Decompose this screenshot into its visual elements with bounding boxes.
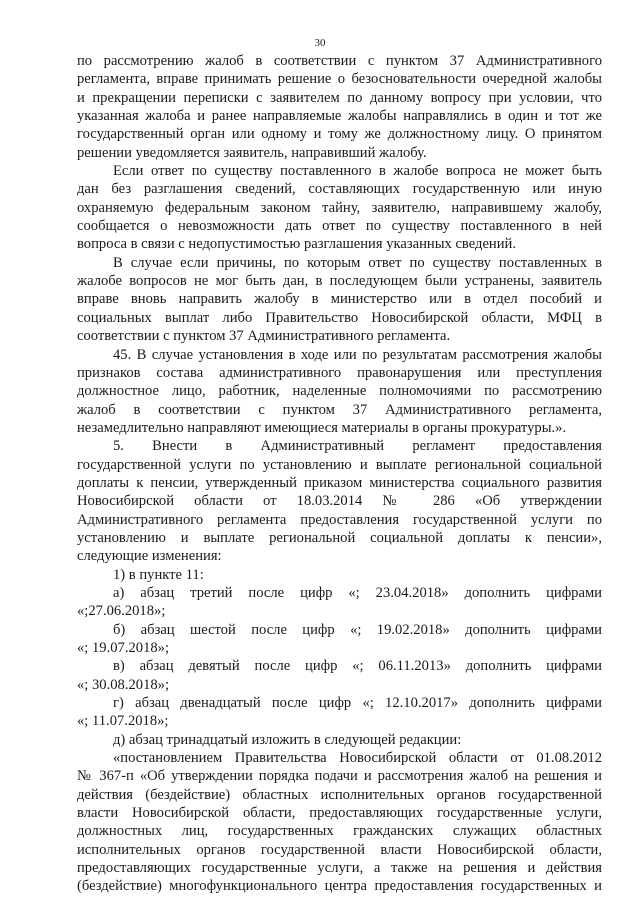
text-line: «; 19.07.2018»;	[77, 640, 170, 656]
text-line: вопроса в связи с недопустимостью разглашения указанных сведений.	[77, 236, 517, 253]
text-line: должностных лиц, государственных гражданских служащих областных	[77, 823, 602, 840]
text-line: охраняемую федеральным законом тайну, заявителю, направившему жалобу,	[77, 199, 602, 216]
text-line: государственный орган или одному и тому же должностному лицу. О принятом	[77, 126, 602, 143]
text-line: незамедлительно направляют имеющиеся материалы в органы прокуратуры.».	[77, 419, 567, 436]
text-line: «постановлением Правительства Новосибирской области от 01.08.2012	[113, 750, 602, 767]
text-line: а) абзац третий после цифр «; 23.04.2018» дополнить цифрами	[113, 584, 602, 601]
text-line: д) абзац тринадцатый изложить в следующей редакции:	[113, 731, 462, 748]
body-text	[77, 52, 602, 896]
text-line: исполнительных органов государственной власти Новосибирской области,	[77, 841, 602, 858]
text-line: и прекращении переписки с заявителем по данному вопросу при условии, что	[77, 89, 602, 106]
text-line: власти Новосибирской области, предоставляющих государственные услуги,	[77, 805, 602, 822]
text-line: № 367-п «Об утверждении порядка подачи и рассмотрения жалоб на решения и	[77, 768, 602, 785]
text-line: (бездействие) многофункционального центра предоставления государственных и	[77, 878, 602, 895]
text-line: решении уведомляется заявитель, направивший жалобу.	[77, 144, 427, 161]
text-line: предоставляющих государственные услуги, а также на решения и действия	[77, 860, 602, 877]
text-line: действия (бездействие) областных исполнительных органов государственной	[77, 786, 602, 803]
text-line: «; 30.08.2018»;	[77, 676, 170, 693]
text-line: указанная жалоба и ранее направляемые жалобы направлялись в один и тот же	[77, 108, 602, 125]
text-line: сообщается о невозможности дать ответ по существу поставленного в ней	[77, 218, 602, 235]
text-line: по рассмотрению жалоб в соответствии с пунктом 37 Административного	[77, 53, 602, 69]
text-line: соответствии с пунктом 37 Административного регламента.	[77, 328, 451, 345]
text-line: следующие изменения:	[77, 548, 222, 565]
text-line: дан без разглашения сведений, составляющих государственную или иную	[77, 181, 602, 198]
text-line: социальных выплат либо Правительство Новосибирской области, МФЦ в	[77, 309, 602, 326]
text-line: Новосибирской области от 18.03.2014 № 286 «Об утверждении	[77, 493, 602, 510]
text-line: жалобе вопросов не мог быть дан, в последующем были устранены, заявитель	[77, 273, 602, 290]
text-line: «;27.06.2018»;	[77, 603, 166, 620]
page-number: 30	[314, 37, 326, 49]
text-line: В случае если причины, по которым ответ по существу поставленных в	[113, 254, 602, 271]
text-line: вправе вновь направить жалобу в министерство или в отдел пособий и	[77, 291, 602, 308]
text-line: установлению и выплате региональной социальной доплаты к пенсии»,	[77, 529, 602, 546]
text-line: Если ответ по существу поставленного в жалобе вопроса не может быть	[113, 163, 602, 180]
text-line: жалоб в соответствии с пунктом 37 Административного регламента,	[77, 401, 602, 418]
text-line: б) абзац шестой после цифр «; 19.02.2018» дополнить цифрами	[113, 621, 602, 638]
text-line: 45. В случае установления в ходе или по результатам рассмотрения жалобы	[113, 346, 602, 363]
text-line: 5. Внести в Административный регламент предоставления	[113, 438, 602, 455]
text-line: г) абзац двенадцатый после цифр «; 12.10.2017» дополнить цифрами	[113, 695, 602, 712]
text-line: государственной услуги по установлению и выплате региональной социальной	[77, 456, 602, 473]
text-line: «; 11.07.2018»;	[77, 713, 169, 730]
text-line: в) абзац девятый после цифр «; 06.11.2013» дополнить цифрами	[113, 658, 602, 675]
text-line: должностное лицо, работник, наделенные полномочиями по рассмотрению	[77, 383, 602, 400]
text-line: 1) в пункте 11:	[113, 566, 204, 583]
text-line: регламента, вправе принимать решение о безосновательности очередной жалобы	[77, 71, 602, 88]
text-line: признаков состава административного правонарушения или преступления	[77, 364, 602, 381]
text-line: доплаты к пенсии, утвержденный приказом министерства социального развития	[77, 474, 602, 491]
text-line: Административного регламента предоставления государственной услуги по	[77, 511, 602, 528]
